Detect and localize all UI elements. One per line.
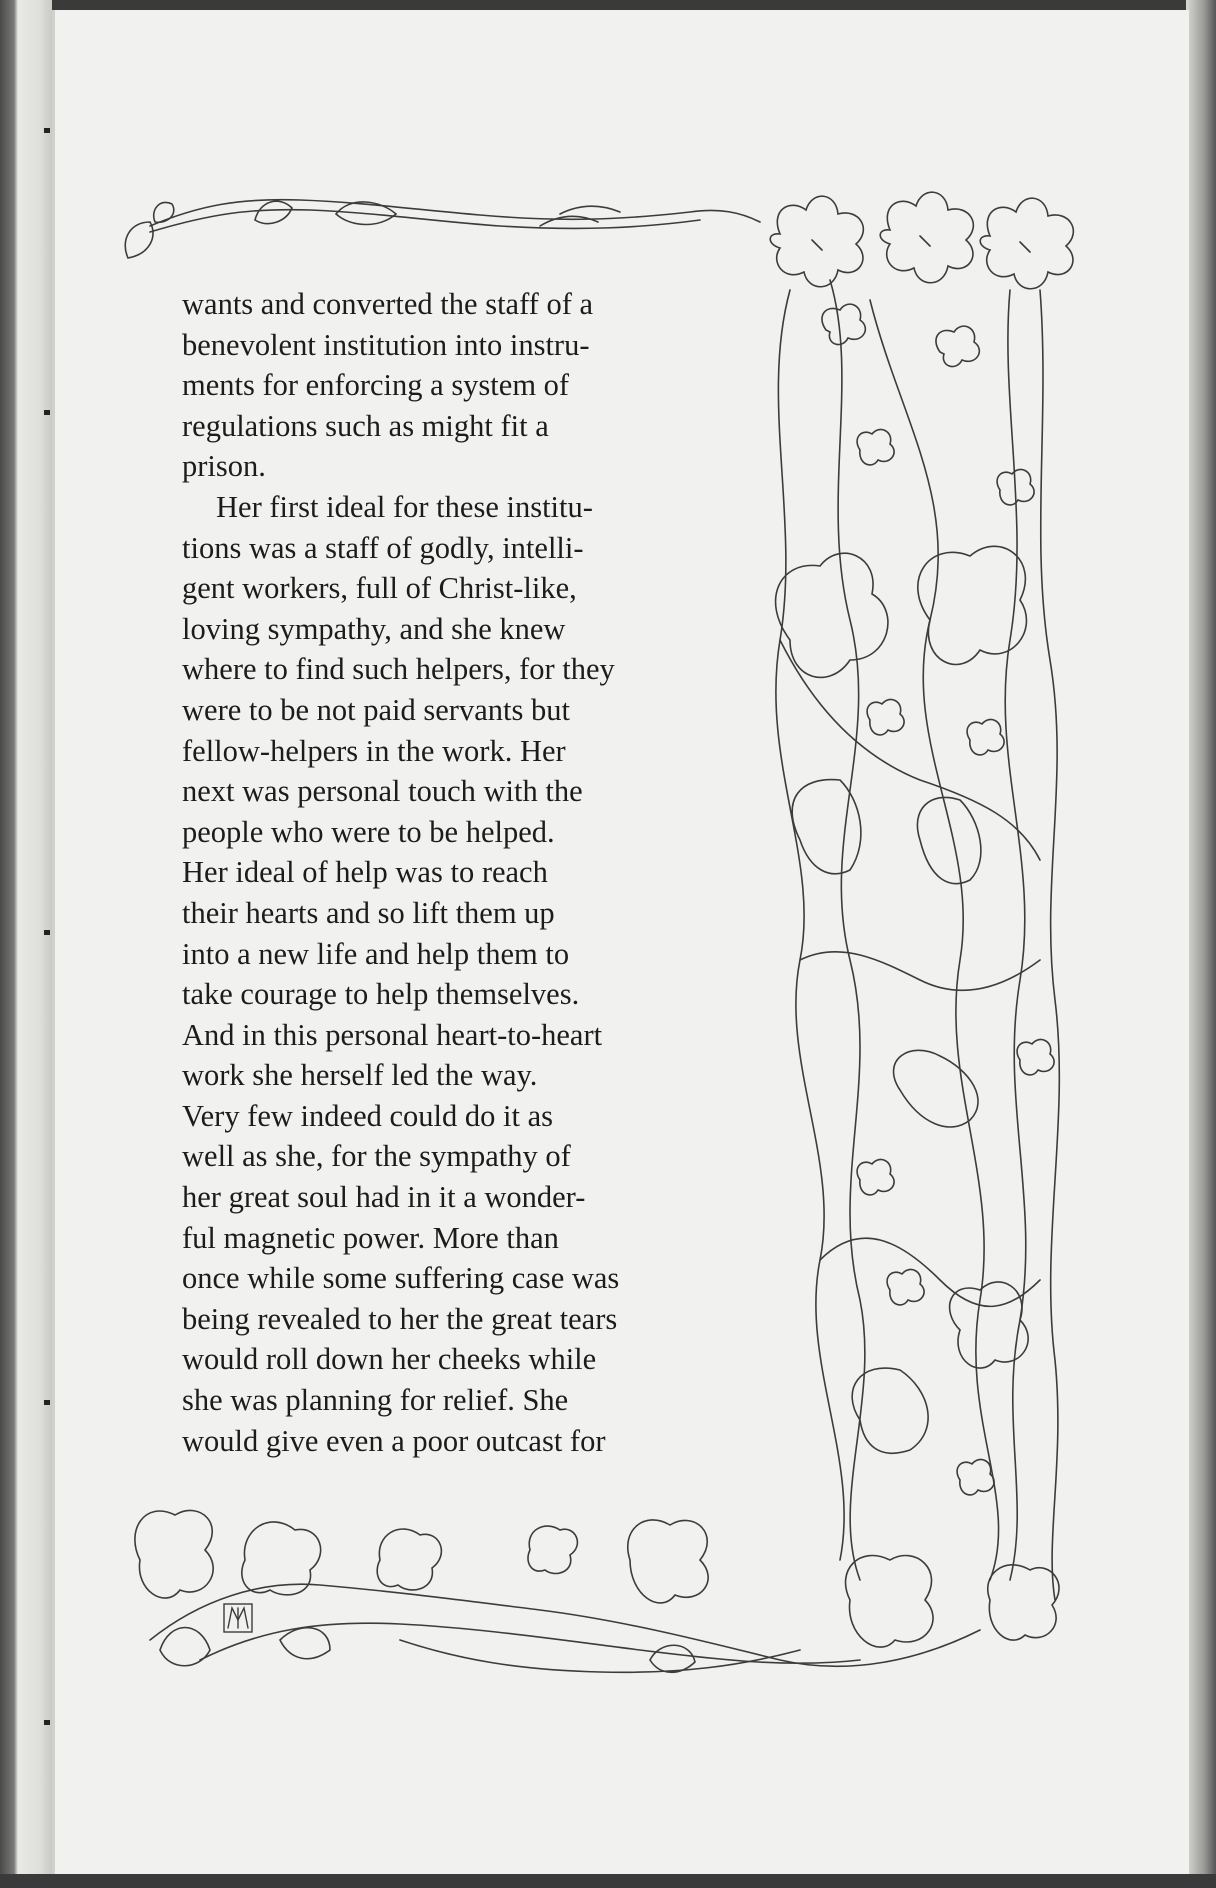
- monogram-mark: [224, 1604, 252, 1632]
- book-text-block: [182, 284, 722, 1461]
- right-vine-ornament: [776, 280, 1060, 1600]
- page-bottom-edge: [0, 1874, 1216, 1888]
- bottom-vine-ornament: [135, 1510, 1059, 1672]
- paragraph: Her first ideal for these institu- tions was a staff of godly, intelli- gent workers, full of Christ-like, loving sympathy, and she knew where to find such helpers, for they were to be not paid servants but fellow-helpers in the work. Her next was personal touch with the people who were to be helped. Her ideal of help was to reach their hearts and so lift them up into a new life and help them to take courage to help themselves. And in this personal heart-to-heart work she herself led the way. Very few indeed could do it as well as she, for the sympathy of her great soul had in it a wonder- ful magnetic power. More than once while some suffering case was being revealed to her the great tears would roll down her cheeks while she was planning for relief. She would give even a poor outcast for: [182, 489, 620, 1458]
- top-flower-cluster: [770, 192, 1073, 366]
- paragraph-continued: wants and converted the staff of a benevolent institution into instru- ments for enforcing a system of regulations such as might fit a prison.: [182, 287, 594, 484]
- top-vine-ornament: [125, 200, 760, 258]
